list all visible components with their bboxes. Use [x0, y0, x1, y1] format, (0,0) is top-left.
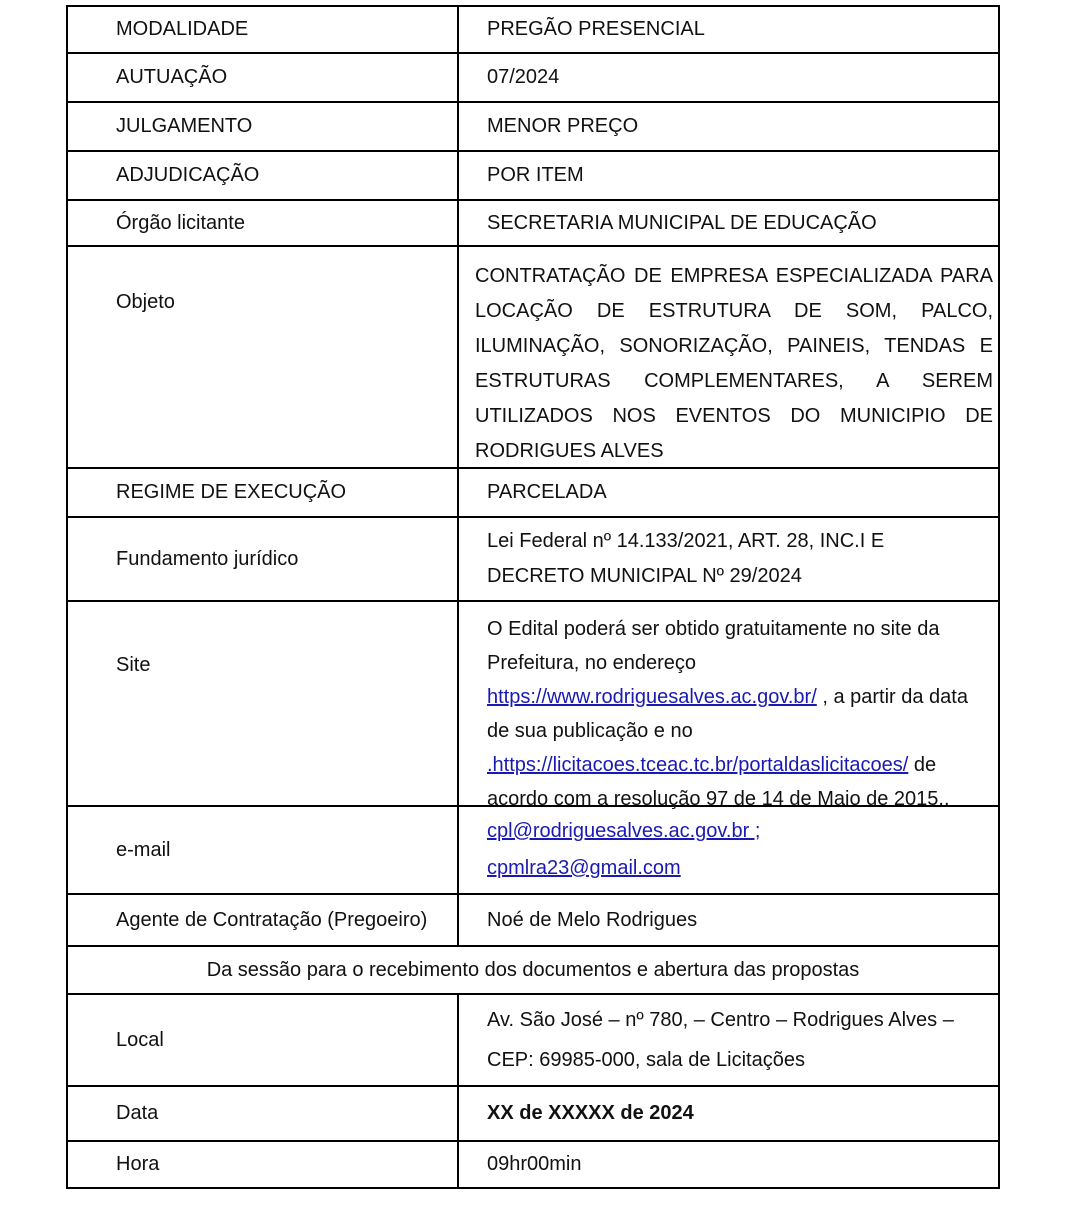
field-label-local: Local: [68, 995, 459, 1085]
table-row-regime-execucao: [68, 469, 998, 518]
field-label-objeto: Objeto: [68, 247, 459, 467]
table-row-local: [68, 995, 998, 1087]
field-label-data: Data: [68, 1087, 459, 1140]
field-label-site: Site: [68, 602, 459, 805]
table-row-fundamento-juridico: [68, 518, 998, 602]
table-row-modalidade: [68, 7, 998, 54]
field-value-regime-execucao: PARCELADA: [487, 481, 607, 503]
site-text-2: , a partir da data de sua publicação e no: [487, 686, 968, 742]
field-value-orgao-licitante: SECRETARIA MUNICIPAL DE EDUCAÇÃO: [487, 211, 877, 234]
field-value-julgamento: MENOR PREÇO: [487, 115, 639, 137]
field-value-hora: 09hr00min: [487, 1153, 582, 1175]
portal-licitacoes-url-link[interactable]: .https://licitacoes.tceac.tc.br/portaldaslicitacoes/: [487, 754, 909, 776]
field-value-adjudicacao: POR ITEM: [487, 164, 584, 186]
field-label-adjudicacao: ADJUDICAÇÃO: [68, 152, 459, 199]
site-text-1: O Edital poderá ser obtido gratuitamente no site da Prefeitura, no endereço: [487, 618, 940, 674]
section-header-row: [68, 947, 998, 995]
field-label-autuacao: AUTUAÇÃO: [68, 54, 459, 101]
field-label-orgao-licitante: Órgão licitante: [68, 201, 459, 245]
fundamento-line-2: DECRETO MUNICIPAL Nº 29/2024: [487, 565, 802, 587]
fundamento-line-1: Lei Federal nº 14.133/2021, ART. 28, INC.I E: [487, 530, 885, 552]
field-value-fundamento-juridico: [459, 518, 998, 600]
field-value-local: Av. São José – nº 780, – Centro – Rodrigues Alves – CEP: 69985-000, sala de Licitações: [487, 1009, 954, 1071]
field-label-hora: Hora: [68, 1142, 459, 1187]
field-label-agente-contratacao: Agente de Contratação (Pregoeiro): [68, 895, 459, 945]
field-label-email: e-mail: [68, 807, 459, 893]
procurement-summary-table: [66, 5, 1000, 1189]
field-value-objeto: CONTRATAÇÃO DE EMPRESA ESPECIALIZADA PARA LOCAÇÃO DE ESTRUTURA DE SOM, PALCO, ILUMINAÇÃO, SONORIZAÇÃO, PAINEIS, TENDAS E ESTRUTURAS COMPLEMENTARES, A SEREM UTILIZADOS NOS EVENTOS DO MUNICIPIO DE RODRIGUES ALVES: [475, 265, 993, 462]
table-row-autuacao: [68, 54, 998, 103]
table-row-hora: [68, 1142, 998, 1187]
field-value-data: XX de XXXXX de 2024: [487, 1102, 694, 1124]
field-value-site: [459, 602, 998, 810]
table-row-adjudicacao: [68, 152, 998, 201]
table-row-julgamento: [68, 103, 998, 152]
prefeitura-url-link[interactable]: https://www.rodriguesalves.ac.gov.br/: [487, 686, 817, 708]
table-row-agente-contratacao: [68, 895, 998, 947]
field-value-autuacao: 07/2024: [487, 66, 560, 88]
site-text-3: de acordo com a resolução 97 de 14 de Maio de 2015..: [487, 754, 950, 810]
field-label-modalidade: MODALIDADE: [68, 7, 459, 52]
field-value-email: [459, 807, 998, 893]
table-row-site: [68, 602, 998, 810]
section-header-text: Da sessão para o recebimento dos documentos e abertura das propostas: [206, 958, 860, 981]
table-row-data: [68, 1087, 998, 1142]
field-label-julgamento: JULGAMENTO: [68, 103, 459, 150]
table-row-objeto: [68, 247, 998, 469]
email-link-cpmlra[interactable]: cpmlra23@gmail.com: [487, 857, 681, 879]
field-value-agente-contratacao: Noé de Melo Rodrigues: [487, 908, 698, 931]
table-row-email: [68, 807, 998, 895]
field-label-regime-execucao: REGIME DE EXECUÇÃO: [68, 469, 459, 516]
table-row-orgao-licitante: [68, 201, 998, 247]
field-label-fundamento-juridico: Fundamento jurídico: [68, 518, 459, 600]
field-value-modalidade: PREGÃO PRESENCIAL: [487, 18, 705, 40]
email-link-cpl[interactable]: cpl@rodriguesalves.ac.gov.br ;: [487, 820, 761, 842]
